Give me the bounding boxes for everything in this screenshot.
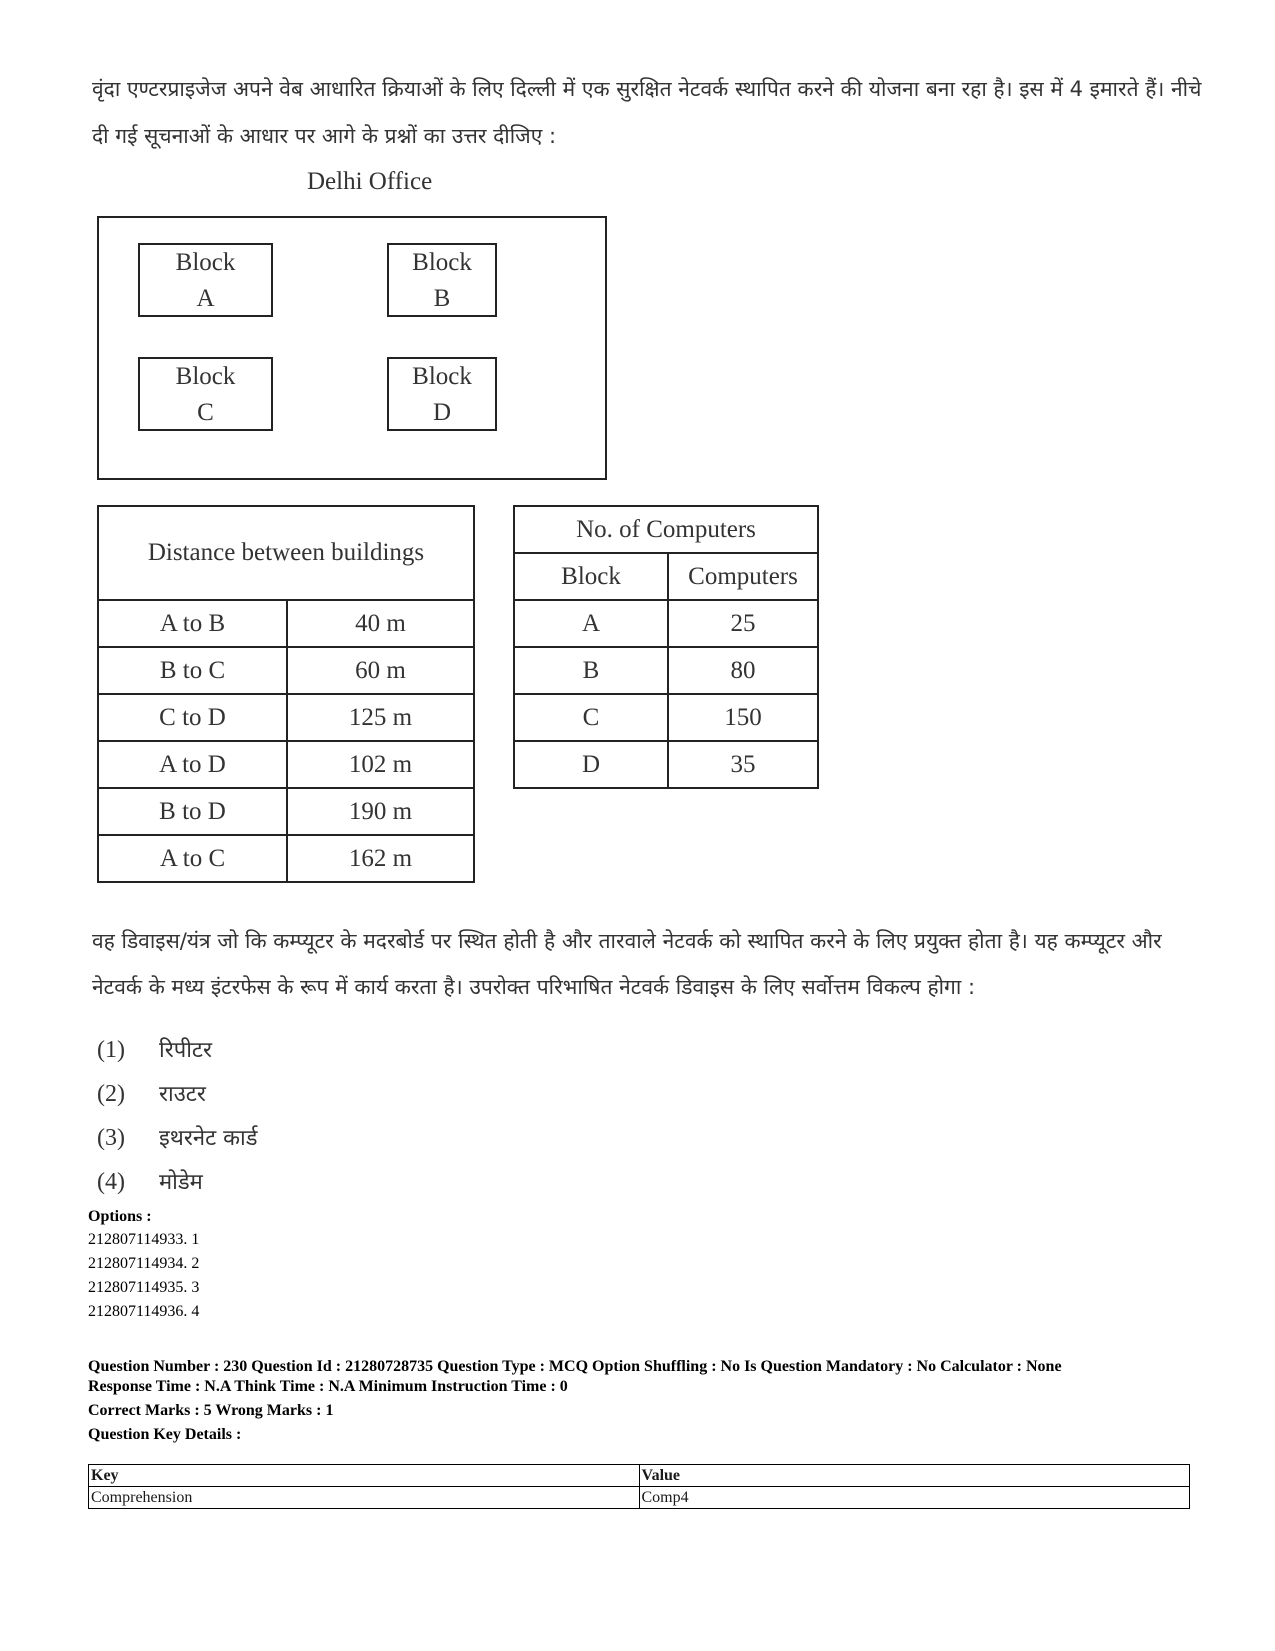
answer-option-3 [97, 1122, 258, 1152]
block-a-letter: A [196, 285, 215, 312]
key-cell: Comprehension [89, 1487, 640, 1509]
table-row [514, 600, 818, 647]
distance-table [97, 505, 475, 883]
key-table-header-row [89, 1465, 1190, 1487]
answer-option-1 [97, 1034, 212, 1064]
computers-cell: 80 [668, 647, 818, 694]
distance-value: 40 m [287, 600, 474, 647]
table-row [514, 741, 818, 788]
block-cell: A [514, 600, 668, 647]
table-row [98, 741, 474, 788]
column-header-computers: Computers [668, 553, 818, 600]
distance-pair: B to D [98, 788, 287, 835]
block-b-word: Block [412, 249, 472, 276]
block-b [387, 243, 497, 317]
computers-table-header: No. of Computers [514, 506, 818, 553]
answer-option-text: मोडेम [159, 1170, 203, 1195]
block-d-letter: D [432, 399, 452, 426]
column-header-block: Block [514, 553, 668, 600]
key-details-label: Question Key Details : [88, 1426, 242, 1443]
block-d-word: Block [412, 363, 472, 390]
distance-table-header-row [98, 506, 474, 600]
intro-paragraph: वृंदा एण्टरप्राइजेज अपने वेब आधारित क्रियाओं के लिए दिल्ली में एक सुरक्षित नेटवर्क स्थापित करने की योजना बना रहा है। इस में 4 इमारते हैं। नीचे दी गई सूचनाओं के आधार पर आगे के प्रश्नों का उत्तर दीजिए : [92, 77, 1202, 148]
marks-line: Correct Marks : 5 Wrong Marks : 1 [88, 1402, 334, 1419]
block-c-letter: C [197, 399, 214, 426]
table-row [89, 1487, 1190, 1509]
answer-option-number: (3) [97, 1125, 125, 1151]
table-row [98, 788, 474, 835]
option-id-1: 212807114933. 1 [88, 1231, 200, 1248]
distance-value: 102 m [287, 741, 474, 788]
answer-option-text: राउटर [159, 1082, 206, 1107]
answer-option-text: रिपीटर [159, 1038, 212, 1063]
table-row [514, 647, 818, 694]
block-a [138, 243, 273, 317]
option-id-4: 212807114936. 4 [88, 1303, 200, 1320]
block-d [387, 357, 497, 431]
computers-table-column-row [514, 553, 818, 600]
distance-pair: A to B [98, 600, 287, 647]
value-column-header: Value [639, 1465, 1190, 1487]
distance-table-header: Distance between buildings [98, 506, 474, 600]
question-meta-line2: Response Time : N.A Think Time : N.A Minimum Instruction Time : 0 [88, 1378, 568, 1395]
distance-value: 60 m [287, 647, 474, 694]
office-title: Delhi Office [307, 168, 433, 195]
computers-cell: 25 [668, 600, 818, 647]
table-row [514, 694, 818, 741]
answer-option-number: (4) [97, 1169, 125, 1195]
answer-option-2 [97, 1078, 206, 1108]
answer-option-number: (2) [97, 1081, 125, 1107]
block-b-letter: B [433, 285, 451, 312]
option-id-3: 212807114935. 3 [88, 1279, 200, 1296]
block-cell: B [514, 647, 668, 694]
answer-option-4 [97, 1166, 203, 1196]
office-diagram [97, 216, 607, 480]
question-text: वह डिवाइस/यंत्र जो कि कम्प्यूटर के मदरबोर्ड पर स्थित होती है और तारवाले नेटवर्क को स्थापित करने के लिए प्रयुक्त होता है। यह कम्प्यूटर और नेटवर्क के मध्य इंटरफेस के रूप में कार्य करता है। उपरोक्त परिभाषित नेटवर्क डिवाइस के लिए सर्वोत्तम विकल्प होगा : [92, 929, 1162, 999]
block-a-word: Block [175, 249, 236, 276]
computers-cell: 35 [668, 741, 818, 788]
distance-pair: B to C [98, 647, 287, 694]
distance-value: 162 m [287, 835, 474, 882]
distance-value: 190 m [287, 788, 474, 835]
answer-option-number: (1) [97, 1037, 125, 1063]
question-meta-line1: Question Number : 230 Question Id : 21280728735 Question Type : MCQ Option Shuffling : No Is Question Mandatory : No Calculator : None [88, 1358, 1062, 1375]
table-row [98, 600, 474, 647]
table-row [98, 694, 474, 741]
distance-pair: A to D [98, 741, 287, 788]
block-c [138, 357, 273, 431]
distance-pair: C to D [98, 694, 287, 741]
block-c-word: Block [175, 363, 236, 390]
options-label: Options : [88, 1208, 152, 1225]
table-row [98, 647, 474, 694]
computers-table [513, 505, 819, 789]
answer-option-text: इथरनेट कार्ड [159, 1126, 258, 1151]
table-row [98, 835, 474, 882]
value-cell: Comp4 [639, 1487, 1190, 1509]
option-id-2: 212807114934. 2 [88, 1255, 200, 1272]
distance-pair: A to C [98, 835, 287, 882]
key-column-header: Key [89, 1465, 640, 1487]
block-cell: C [514, 694, 668, 741]
distance-value: 125 m [287, 694, 474, 741]
block-cell: D [514, 741, 668, 788]
computers-table-header-row [514, 506, 818, 553]
computers-cell: 150 [668, 694, 818, 741]
key-details-table [88, 1464, 1190, 1509]
